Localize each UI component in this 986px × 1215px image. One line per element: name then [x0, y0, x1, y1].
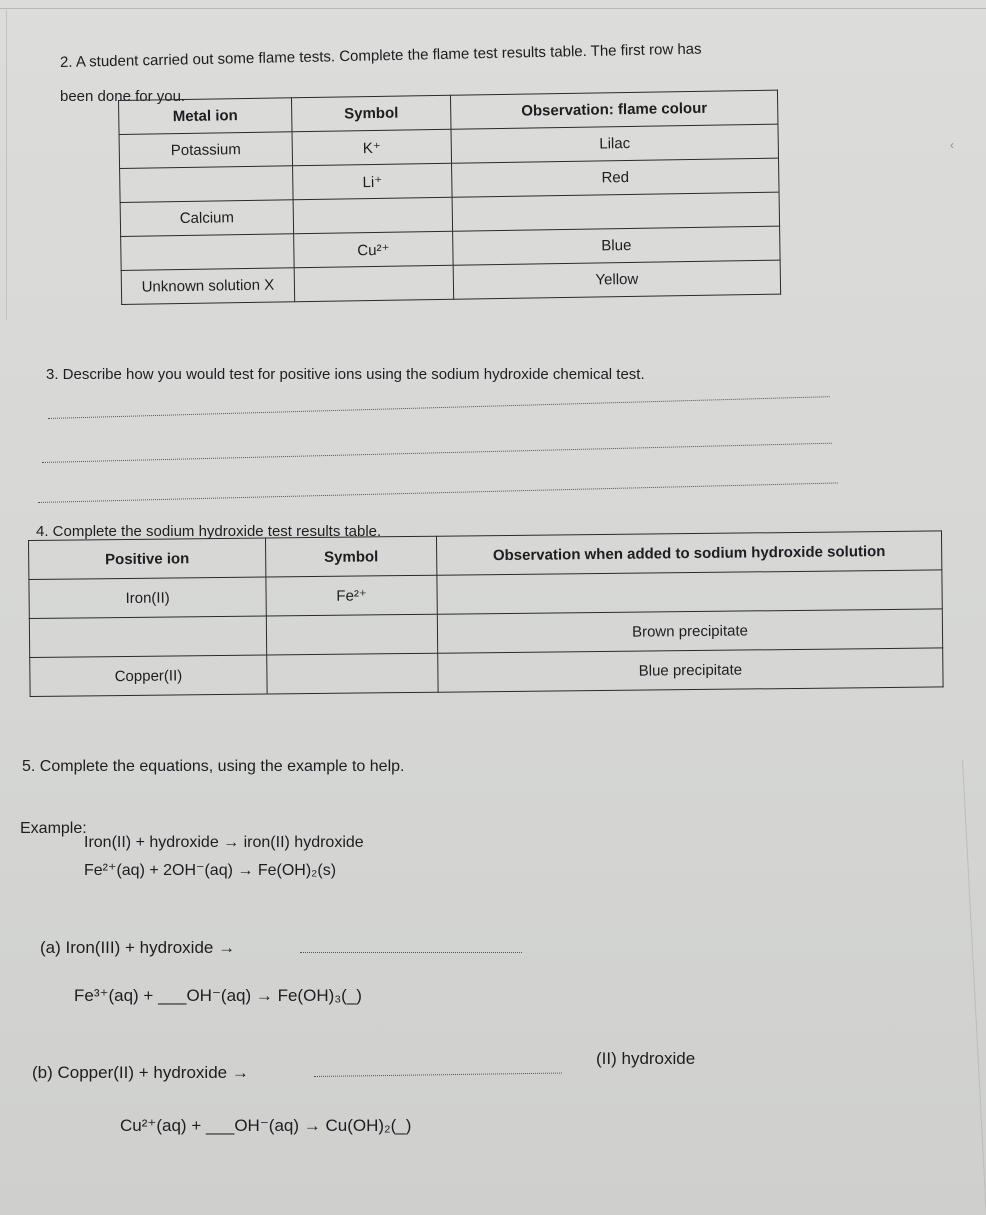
table-cell[interactable]: [266, 614, 437, 655]
table-cell: Unknown solution X: [121, 268, 295, 305]
table-cell[interactable]: [452, 192, 779, 231]
paper-edge-left: [6, 10, 7, 320]
sodium-hydroxide-table: [28, 530, 944, 697]
question-2-text-cont: been done for you.: [60, 88, 186, 105]
table-cell[interactable]: [267, 653, 438, 694]
answer-line[interactable]: [42, 443, 832, 463]
paper-edge-right: [962, 760, 986, 1214]
answer-line[interactable]: [48, 396, 830, 419]
pencil-mark: ‹: [950, 138, 954, 152]
question-4-text: 4. Complete the sodium hydroxide test results table.: [36, 523, 382, 540]
answer-line[interactable]: [300, 952, 522, 953]
answer-line[interactable]: [38, 482, 838, 503]
table-cell: Calcium: [120, 200, 294, 237]
example-symbol-equation: Fe²⁺(aq) + 2OH⁻(aq) → Fe(OH)₂(s): [84, 862, 337, 879]
question-5-text: 5. Complete the equations, using the example to help.: [22, 758, 405, 775]
paper-edge-top: [0, 8, 986, 9]
header-cell: Symbol: [291, 95, 451, 131]
table-cell[interactable]: [121, 234, 295, 271]
table-cell: Blue precipitate: [438, 648, 943, 692]
part-b-word-equation: (b) Copper(II) + hydroxide →: [32, 1063, 249, 1082]
table-row: [30, 648, 943, 697]
example-word-equation: Iron(II) + hydroxide → iron(II) hydroxide: [84, 834, 364, 851]
table-cell: Li⁺: [293, 163, 453, 199]
header-cell: Symbol: [265, 536, 436, 577]
table-cell[interactable]: [120, 166, 294, 203]
part-b-word-suffix: (II) hydroxide: [596, 1049, 696, 1068]
example-label: Example:: [20, 820, 87, 837]
header-cell: Observation: flame colour: [450, 90, 777, 129]
flame-test-table: [118, 90, 781, 305]
part-a-word-equation: (a) Iron(III) + hydroxide →: [40, 938, 236, 957]
table-cell: Yellow: [453, 260, 780, 299]
table-cell: Blue: [453, 226, 780, 265]
table-cell[interactable]: [294, 265, 454, 301]
table-cell: Copper(II): [30, 655, 267, 696]
header-cell: Positive ion: [29, 538, 266, 579]
table-cell: Fe²⁺: [266, 575, 437, 616]
table-cell: K⁺: [292, 129, 452, 165]
part-a-symbol-equation: Fe³⁺(aq) + ___OH⁻(aq) → Fe(OH)₃(_): [74, 986, 362, 1005]
table-cell[interactable]: [437, 570, 942, 614]
table-cell: Cu²⁺: [294, 231, 454, 267]
table-cell: Brown precipitate: [437, 609, 942, 653]
table-cell: Iron(II): [29, 577, 266, 618]
table-cell: Lilac: [451, 124, 778, 163]
header-cell: Observation when added to sodium hydroxide solution: [436, 531, 941, 575]
table-cell[interactable]: [293, 197, 453, 233]
answer-line[interactable]: [314, 1073, 562, 1077]
question-3-text: 3. Describe how you would test for positive ions using the sodium hydroxide chemical test.: [46, 366, 645, 383]
table-cell[interactable]: [29, 616, 266, 657]
table-cell: Potassium: [119, 132, 293, 169]
header-cell: Metal ion: [119, 98, 293, 135]
question-2-text: 2. A student carried out some flame tests. Complete the flame test results table. The first row has: [59, 40, 702, 71]
table-cell: Red: [452, 158, 779, 197]
part-b-symbol-equation: Cu²⁺(aq) + ___OH⁻(aq) → Cu(OH)₂(_): [120, 1116, 412, 1135]
